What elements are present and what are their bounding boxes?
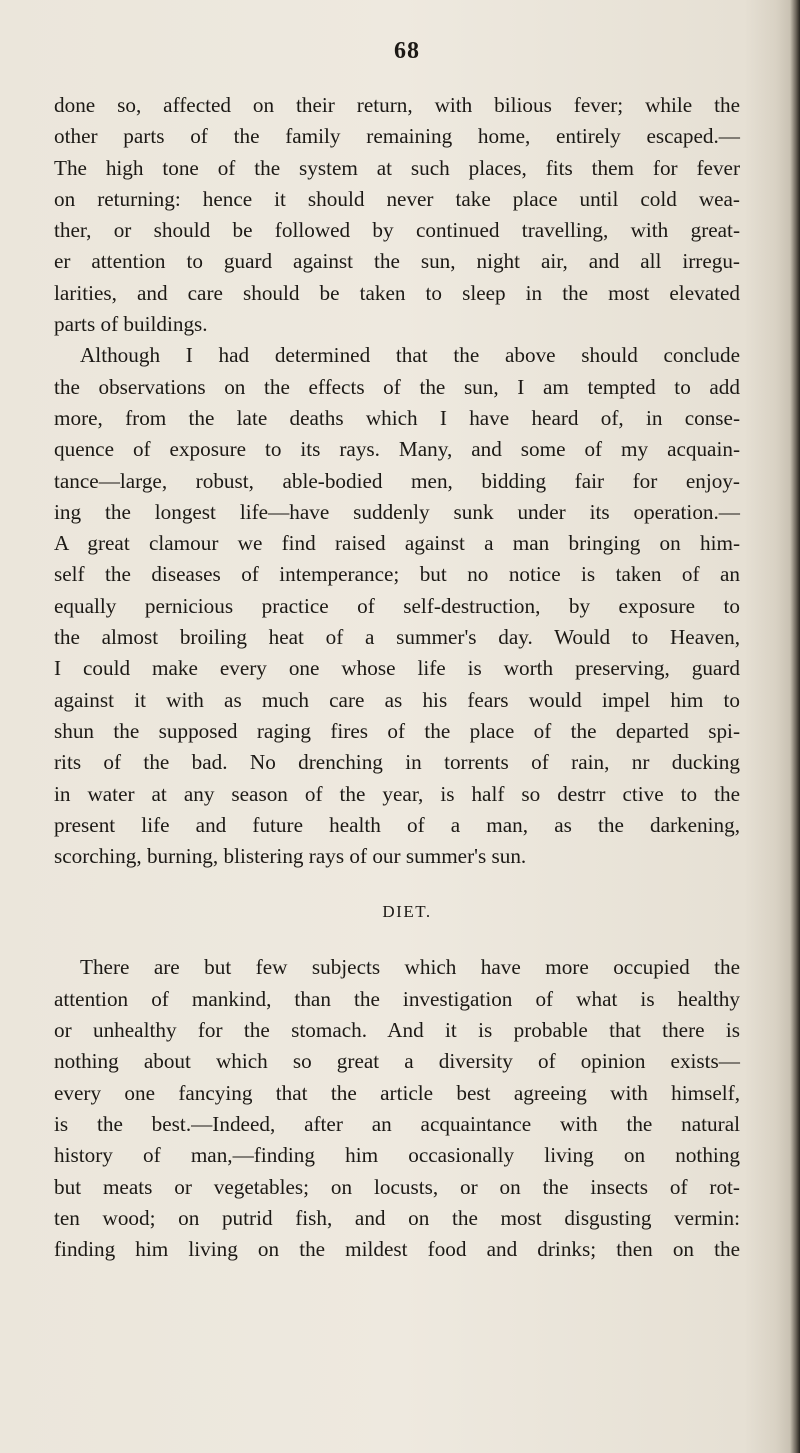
text-line: There are but few subjects which have more occupied the: [80, 955, 740, 980]
text-line: is the best.—Indeed, after an acquaintance with the natural: [54, 1111, 740, 1136]
text-line: history of man,—finding him occasionally living on nothing: [54, 1143, 740, 1168]
text-line: ther, or should be followed by continued travelling, with great-: [54, 218, 740, 243]
text-line: ing the longest life—have suddenly sunk under its operation.—: [54, 499, 740, 524]
text-line: er attention to guard against the sun, night air, and all irregu-: [54, 249, 740, 274]
paragraph-2: [54, 340, 740, 872]
text-line: attention of mankind, than the investigation of what is healthy: [54, 986, 740, 1011]
text-line: parts of buildings.: [54, 312, 208, 337]
page-number: 68: [394, 38, 420, 64]
text-line: quence of exposure to its rays. Many, and some of my acquain-: [54, 437, 740, 462]
text-line: every one fancying that the article best agreeing with himself,: [54, 1080, 740, 1105]
text-line: but meats or vegetables; on locusts, or on the insects of rot-: [54, 1174, 740, 1199]
text-line: self the diseases of intemperance; but no notice is taken of an: [54, 562, 740, 587]
text-line: larities, and care should be taken to sleep in the most elevated: [54, 280, 740, 305]
text-line: ten wood; on putrid fish, and on the most disgusting vermin:: [54, 1205, 740, 1230]
text-line: rits of the bad. No drenching in torrents of rain, nr ducking: [54, 750, 740, 775]
text-line: present life and future health of a man, as the darkening,: [54, 812, 740, 837]
text-line: more, from the late deaths which I have heard of, in conse-: [54, 405, 740, 430]
text-line: equally pernicious practice of self-destruction, by exposure to: [54, 593, 740, 618]
text-line: the almost broiling heat of a summer's day. Would to Heaven,: [54, 625, 740, 650]
text-line: other parts of the family remaining home, entirely escaped.—: [54, 124, 740, 149]
text-line: on returning: hence it should never take place until cold wea-: [54, 186, 740, 211]
text-line: The high tone of the system at such places, fits them for fever: [54, 155, 740, 180]
text-line: or unhealthy for the stomach. And it is probable that there is: [54, 1018, 740, 1043]
text-line: finding him living on the mildest food and drinks; then on the: [54, 1237, 740, 1262]
text-line: shun the supposed raging fires of the place of the departed spi-: [54, 718, 740, 743]
section-heading: DIET.: [382, 902, 432, 922]
text-line: Although I had determined that the above should conclude: [80, 343, 740, 368]
body-text: [54, 90, 740, 1265]
page-edge-shadow: [790, 0, 800, 1453]
paragraph-3: [54, 952, 740, 1265]
text-line: I could make every one whose life is worth preserving, guard: [54, 656, 740, 681]
text-line: scorching, burning, blistering rays of our summer's sun.: [54, 844, 527, 869]
text-line: nothing about which so great a diversity of opinion exists—: [54, 1049, 740, 1074]
text-line: against it with as much care as his fears would impel him to: [54, 687, 740, 712]
text-line: A great clamour we find raised against a man bringing on him-: [54, 531, 740, 556]
paragraph-1: [54, 90, 740, 340]
text-line: tance—large, robust, able-bodied men, bidding fair for enjoy-: [54, 468, 740, 493]
text-line: the observations on the effects of the sun, I am tempted to add: [54, 374, 740, 399]
text-line: in water at any season of the year, is half so destrr ctive to the: [54, 781, 740, 806]
text-line: done so, affected on their return, with bilious fever; while the: [54, 93, 740, 117]
